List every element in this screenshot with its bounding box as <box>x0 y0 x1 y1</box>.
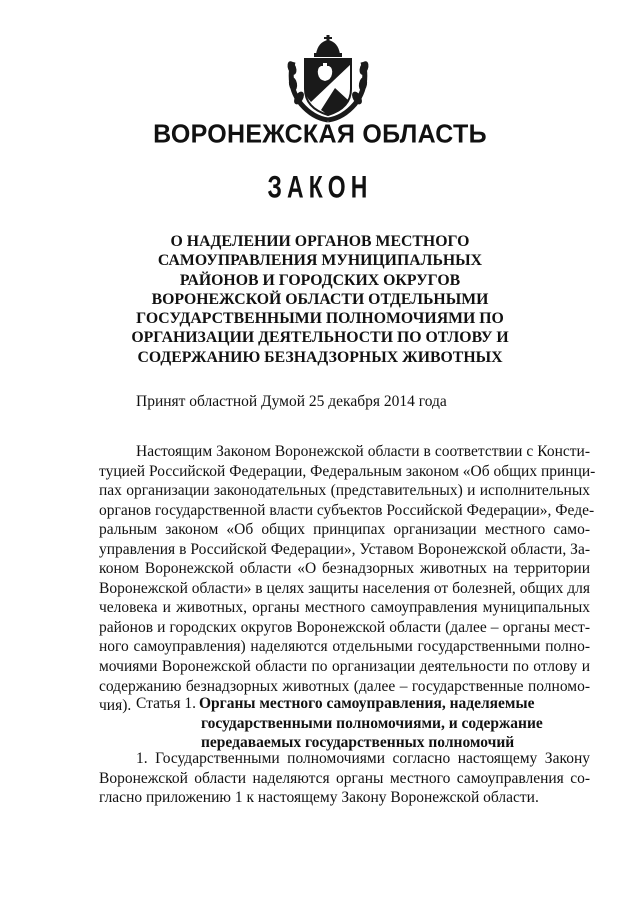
law-title-line: ВОРОНЕЖСКОЙ ОБЛАСТИ ОТДЕЛЬНЫМИ <box>151 290 489 308</box>
text-line: мочиями Воронежской области по организации деятельности по отлову и <box>99 658 590 676</box>
text-line: управления в Российской Федерации», Уставом Воронежской области, За- <box>99 540 590 558</box>
adoption-statement: Принят областной Думой 25 декабря 2014 года <box>136 393 447 410</box>
law-title-line: САМОУПРАВЛЕНИЯ МУНИЦИПАЛЬНЫХ <box>157 252 483 270</box>
document-type: ЗАКОН <box>267 169 373 205</box>
article-title <box>199 694 543 753</box>
law-title-line: ОРГАНИЗАЦИИ ДЕЯТЕЛЬНОСТИ ПО ОТЛОВУ И <box>131 329 509 347</box>
law-title-line: О НАДЕЛЕНИИ ОРГАНОВ МЕСТНОГО <box>170 233 470 250</box>
article-title-line: передаваемых государственных полномочий <box>201 734 515 751</box>
text-line: ного самоуправления) наделяются отдельными государственными полно- <box>99 638 590 656</box>
clause-paragraph <box>99 749 590 808</box>
text-line: Воронежской области наделяются органы местного самоуправления со- <box>99 769 590 787</box>
text-line: человека и животных, органы местного самоуправления муниципальных <box>99 599 590 617</box>
preamble-paragraph <box>99 442 596 716</box>
text-line: районов и городских округов Воронежской области (далее – органы мест- <box>99 618 590 636</box>
text-line: чия). <box>99 697 132 715</box>
text-line: ральным законом «Об общих принципах организации местного само- <box>99 521 590 539</box>
law-title-line: ГОСУДАРСТВЕННЫМИ ПОЛНОМОЧИЯМИ ПО <box>136 310 504 328</box>
text-line: пах организации законодательных (представительных) и исполнительных <box>99 482 590 500</box>
law-title-line: СОДЕРЖАНИЮ БЕЗНАДЗОРНЫХ ЖИВОТНЫХ <box>137 348 503 366</box>
text-line: Настоящим Законом Воронежской области в соответствии с Консти- <box>136 443 590 460</box>
text-line: органов государственной власти субъектов Российской Федерации», Феде- <box>99 501 595 519</box>
article-label: Статья 1. <box>136 695 197 712</box>
article-title-line: государственными полномочиями, и содержание <box>201 714 543 732</box>
law-title <box>120 232 520 367</box>
region-title: ВОРОНЕЖСКАЯ ОБЛАСТЬ <box>153 119 487 149</box>
text-line: 1. Государственными полномочиями согласно настоящему Закону <box>136 750 590 767</box>
text-line: гласно приложению 1 к настоящему Закону Воронежской области. <box>99 789 539 807</box>
text-line: Воронежской области» в целях защиты населения от болезней, общих для <box>99 579 590 597</box>
text-line: коном Воронежской области «О безнадзорных животных на территории <box>99 560 590 578</box>
text-line: туцией Российской Федерации, Федеральным законом «Об общих принци- <box>99 462 596 480</box>
article-title-line: Органы местного самоуправления, наделяемые <box>199 695 535 712</box>
law-title-line: РАЙОНОВ И ГОРОДСКИХ ОКРУГОВ <box>179 271 461 289</box>
text-line: содержанию безнадзорных животных (далее – государственные полномо- <box>99 677 590 695</box>
coat-of-arms-icon <box>285 34 371 124</box>
